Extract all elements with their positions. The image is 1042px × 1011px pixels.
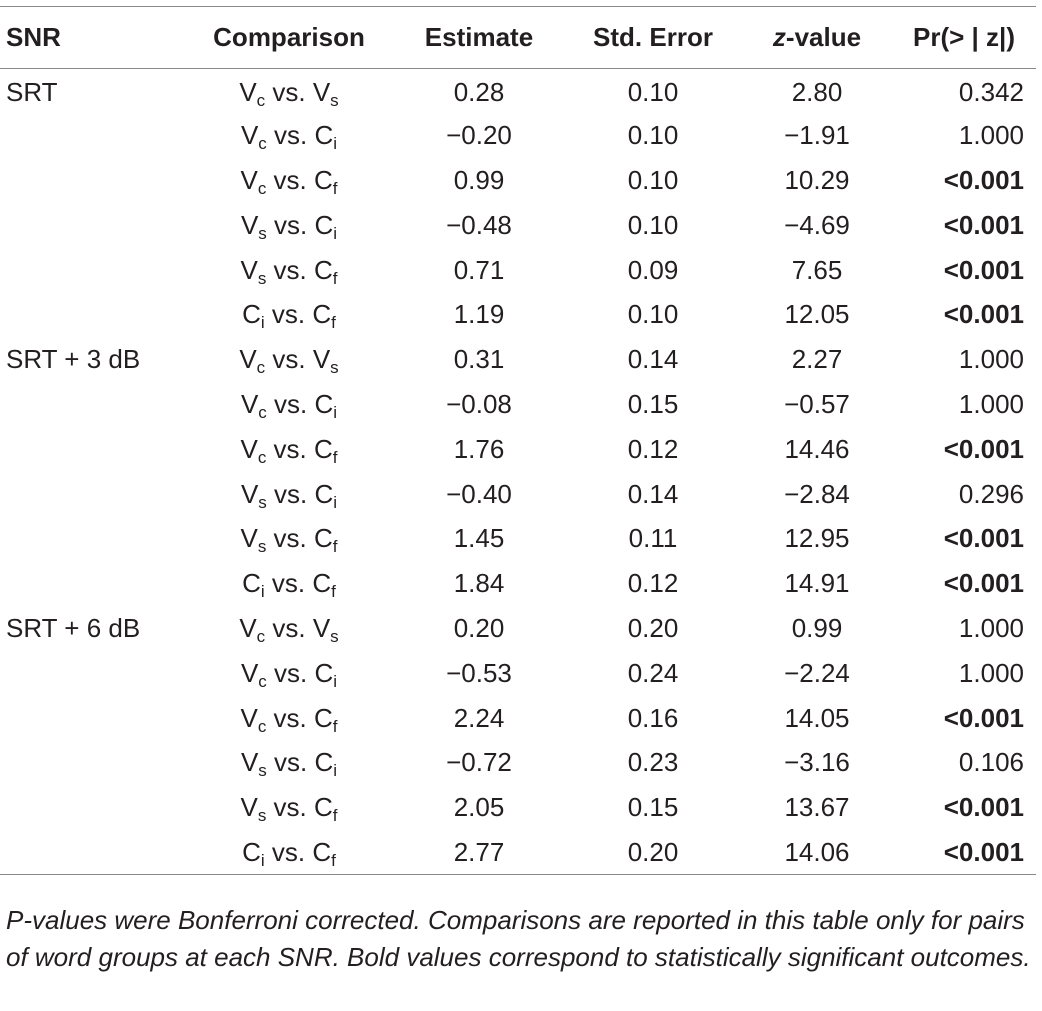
- cell-estimate: 0.71: [453, 254, 505, 285]
- cell-p-value: 1.000: [958, 388, 1024, 419]
- comparison-word-group-a: V: [240, 433, 258, 464]
- cell-snr: [0, 113, 184, 158]
- comparison-word-group-b-subscript: f: [331, 850, 336, 870]
- comparison-vs: vs.: [266, 254, 314, 285]
- cell-comparison: [184, 337, 394, 382]
- header-std-error: Std. Error: [564, 7, 742, 69]
- comparison-word-group-b: V: [312, 612, 331, 643]
- comparison-word-group-b: C: [314, 164, 333, 195]
- cell-estimate: 2.77: [453, 836, 505, 867]
- cell-comparison: [184, 427, 394, 472]
- cell-comparison: [184, 606, 394, 651]
- cell-p-value: <0.001: [943, 254, 1024, 285]
- comparison-word-group-b: C: [314, 792, 333, 823]
- comparison-word-group-b: V: [312, 344, 331, 375]
- cell-estimate: 0.99: [453, 164, 505, 195]
- cell-comparison: [184, 69, 394, 114]
- comparison-word-group-a-subscript: s: [258, 761, 267, 781]
- comparison-word-group-a-subscript: c: [258, 402, 267, 422]
- cell-std-error: 0.16: [627, 702, 679, 733]
- cell-estimate: −0.08: [446, 388, 512, 419]
- cell-std-error: 0.10: [627, 120, 679, 151]
- cell-comparison: [184, 516, 394, 561]
- header-comparison: Comparison: [184, 7, 394, 69]
- comparison-word-group-a: V: [240, 702, 258, 733]
- table-row: [0, 292, 1036, 337]
- cell-p-value: 0.342: [958, 76, 1024, 107]
- cell-std-error: 0.12: [627, 568, 679, 599]
- table-row: [0, 382, 1036, 427]
- comparison-word-group-a-subscript: c: [257, 716, 267, 736]
- comparison-word-group-a: V: [240, 254, 258, 285]
- cell-estimate: −0.72: [446, 747, 512, 778]
- comparison-vs: vs.: [264, 299, 313, 330]
- comparison-word-group-a: V: [239, 612, 257, 643]
- cell-snr: SRT + 3 dB: [6, 344, 141, 375]
- table-row: [0, 696, 1036, 741]
- cell-comparison: [184, 113, 394, 158]
- cell-z-value: 14.05: [784, 702, 850, 733]
- comparison-vs: vs.: [266, 747, 315, 778]
- cell-estimate: 1.76: [453, 433, 505, 464]
- cell-snr: [0, 740, 184, 785]
- table-row: [0, 830, 1036, 875]
- comparison-word-group-a: V: [240, 792, 258, 823]
- cell-std-error: 0.10: [627, 164, 679, 195]
- comparison-vs: vs.: [266, 702, 314, 733]
- cell-z-value: 12.05: [784, 299, 850, 330]
- cell-std-error: 0.20: [627, 612, 679, 643]
- comparison-word-group-a-subscript: c: [256, 626, 266, 646]
- cell-snr: SRT + 6 dB: [6, 612, 141, 643]
- comparison-table: [0, 6, 1036, 875]
- comparison-word-group-a: C: [242, 568, 261, 599]
- table-row: [0, 158, 1036, 203]
- cell-std-error: 0.14: [627, 478, 679, 509]
- table-row: [0, 785, 1036, 830]
- comparison-vs: vs.: [266, 478, 315, 509]
- cell-p-value: <0.001: [943, 164, 1024, 195]
- comparison-word-group-a-subscript: i: [260, 582, 265, 602]
- table-row: [0, 561, 1036, 606]
- comparison-word-group-b: C: [314, 209, 334, 240]
- comparison-vs: vs.: [266, 657, 315, 688]
- cell-estimate: 2.24: [453, 702, 505, 733]
- comparison-word-group-a: V: [239, 76, 257, 107]
- comparison-vs: vs.: [266, 209, 315, 240]
- comparison-word-group-b: C: [314, 478, 334, 509]
- table-row: [0, 651, 1036, 696]
- cell-comparison: [184, 248, 394, 293]
- cell-p-value: 0.296: [958, 478, 1024, 509]
- comparison-word-group-a-subscript: s: [258, 492, 267, 512]
- cell-estimate: −0.53: [446, 657, 512, 688]
- header-z-italic: z: [772, 22, 786, 52]
- cell-snr: [0, 158, 184, 203]
- cell-std-error: 0.14: [627, 344, 679, 375]
- cell-p-value: 1.000: [958, 120, 1024, 151]
- comparison-word-group-a-subscript: c: [256, 90, 266, 110]
- comparison-word-group-b-subscript: s: [330, 358, 339, 378]
- comparison-word-group-a: V: [240, 388, 259, 419]
- cell-z-value: 10.29: [784, 164, 850, 195]
- comparison-word-group-a-subscript: i: [260, 850, 265, 870]
- cell-comparison: [184, 651, 394, 696]
- cell-estimate: 0.31: [453, 344, 505, 375]
- cell-std-error: 0.11: [628, 523, 678, 554]
- cell-estimate: 1.19: [453, 299, 505, 330]
- cell-p-value: 1.000: [958, 344, 1024, 375]
- cell-z-value: −3.16: [784, 747, 850, 778]
- cell-estimate: −0.20: [446, 120, 512, 151]
- comparison-vs: vs.: [264, 836, 313, 867]
- cell-snr: [0, 248, 184, 293]
- cell-std-error: 0.24: [627, 657, 679, 688]
- comparison-word-group-b: C: [312, 836, 332, 867]
- comparison-word-group-b: C: [314, 657, 334, 688]
- cell-z-value: 12.95: [784, 523, 850, 554]
- cell-z-value: −2.24: [784, 657, 850, 688]
- comparison-word-group-b: C: [314, 747, 334, 778]
- comparison-word-group-b-subscript: f: [331, 313, 336, 333]
- header-p-value: Pr(> | z|): [892, 7, 1036, 69]
- comparison-word-group-b: C: [314, 702, 333, 733]
- cell-snr: SRT: [6, 76, 58, 107]
- cell-p-value: 1.000: [958, 612, 1024, 643]
- comparison-word-group-a-subscript: s: [257, 268, 267, 288]
- comparison-vs: vs.: [266, 388, 315, 419]
- cell-estimate: 0.20: [453, 612, 505, 643]
- cell-snr: [0, 830, 184, 875]
- cell-p-value: <0.001: [943, 792, 1024, 823]
- cell-z-value: 14.91: [784, 568, 850, 599]
- cell-z-value: 13.67: [784, 792, 850, 823]
- cell-estimate: 2.05: [453, 792, 505, 823]
- cell-z-value: 0.99: [791, 612, 843, 643]
- cell-p-value: <0.001: [943, 702, 1024, 733]
- comparison-word-group-a-subscript: s: [257, 806, 267, 826]
- comparison-word-group-a-subscript: c: [258, 134, 267, 154]
- cell-snr: [0, 561, 184, 606]
- cell-p-value: <0.001: [943, 299, 1024, 330]
- cell-estimate: 0.28: [453, 76, 505, 107]
- comparison-word-group-b-subscript: i: [333, 492, 338, 512]
- cell-estimate: −0.40: [446, 478, 512, 509]
- table-row: [0, 740, 1036, 785]
- cell-estimate: −0.48: [446, 209, 512, 240]
- comparison-vs: vs.: [264, 568, 313, 599]
- cell-p-value: 1.000: [958, 657, 1024, 688]
- table-row: [0, 69, 1036, 114]
- comparison-word-group-b: C: [314, 254, 333, 285]
- cell-snr: [0, 427, 184, 472]
- table-row: [0, 427, 1036, 472]
- cell-z-value: 2.80: [791, 76, 843, 107]
- comparison-vs: vs.: [265, 344, 313, 375]
- comparison-word-group-a-subscript: c: [257, 447, 267, 467]
- comparison-word-group-a: V: [240, 478, 259, 509]
- cell-p-value: <0.001: [943, 568, 1024, 599]
- comparison-word-group-a-subscript: i: [260, 313, 265, 333]
- comparison-word-group-b-subscript: i: [333, 223, 338, 243]
- comparison-word-group-a: C: [242, 299, 261, 330]
- cell-comparison: [184, 740, 394, 785]
- header-z-rest: -value: [785, 22, 862, 52]
- cell-snr: [0, 651, 184, 696]
- comparison-word-group-a: V: [239, 344, 257, 375]
- comparison-word-group-a: V: [240, 209, 259, 240]
- cell-z-value: −1.91: [784, 120, 850, 151]
- cell-estimate: 1.45: [453, 523, 505, 554]
- comparison-word-group-b: C: [314, 523, 333, 554]
- cell-z-value: 14.06: [784, 836, 850, 867]
- cell-comparison: [184, 382, 394, 427]
- comparison-word-group-a: V: [240, 523, 258, 554]
- cell-std-error: 0.15: [627, 388, 679, 419]
- cell-z-value: −4.69: [784, 209, 850, 240]
- cell-comparison: [184, 830, 394, 875]
- comparison-word-group-a-subscript: s: [257, 537, 267, 557]
- cell-snr: [0, 203, 184, 248]
- cell-p-value: <0.001: [943, 836, 1024, 867]
- cell-std-error: 0.12: [627, 433, 679, 464]
- table-footnote: P-values were Bonferroni corrected. Comparisons are reported in this table only for pairs of word groups at each SNR. Bold values correspond to statistically significant outcomes.: [6, 905, 1031, 972]
- comparison-vs: vs.: [265, 612, 313, 643]
- table-header-row: [0, 7, 1036, 69]
- cell-snr: [0, 696, 184, 741]
- comparison-word-group-a: V: [240, 747, 259, 778]
- comparison-word-group-b-subscript: s: [330, 626, 339, 646]
- cell-z-value: −0.57: [784, 388, 850, 419]
- comparison-word-group-b-subscript: s: [330, 90, 339, 110]
- comparison-vs: vs.: [266, 120, 315, 151]
- cell-z-value: −2.84: [784, 478, 850, 509]
- cell-z-value: 2.27: [791, 344, 843, 375]
- table-body: [0, 69, 1036, 875]
- header-estimate: Estimate: [394, 7, 564, 69]
- comparison-word-group-b: C: [314, 433, 333, 464]
- cell-std-error: 0.20: [627, 836, 679, 867]
- cell-std-error: 0.23: [627, 747, 679, 778]
- cell-comparison: [184, 785, 394, 830]
- table-row: [0, 248, 1036, 293]
- comparison-word-group-a-subscript: c: [257, 178, 267, 198]
- comparison-word-group-b-subscript: i: [333, 402, 338, 422]
- cell-p-value: <0.001: [943, 433, 1024, 464]
- cell-snr: [0, 292, 184, 337]
- comparison-word-group-b-subscript: i: [333, 671, 338, 691]
- cell-z-value: 7.65: [791, 254, 843, 285]
- comparison-word-group-a: V: [240, 120, 259, 151]
- table-row: [0, 113, 1036, 158]
- comparison-word-group-b-subscript: i: [333, 761, 338, 781]
- cell-comparison: [184, 472, 394, 517]
- cell-comparison: [184, 696, 394, 741]
- cell-comparison: [184, 203, 394, 248]
- cell-std-error: 0.10: [627, 76, 679, 107]
- comparison-vs: vs.: [266, 792, 314, 823]
- comparison-word-group-b-subscript: f: [332, 178, 338, 198]
- comparison-word-group-a: C: [242, 836, 261, 867]
- cell-z-value: 14.46: [784, 433, 850, 464]
- comparison-vs: vs.: [266, 164, 314, 195]
- header-snr: SNR: [0, 7, 184, 69]
- cell-snr: [0, 382, 184, 427]
- comparison-word-group-b-subscript: f: [331, 582, 336, 602]
- comparison-word-group-b-subscript: f: [332, 716, 338, 736]
- comparison-word-group-b: C: [314, 120, 334, 151]
- cell-comparison: [184, 561, 394, 606]
- comparison-word-group-b: C: [312, 299, 332, 330]
- comparison-word-group-b-subscript: f: [332, 447, 338, 467]
- comparison-word-group-a: V: [240, 164, 258, 195]
- cell-std-error: 0.09: [627, 254, 679, 285]
- table-row: [0, 472, 1036, 517]
- comparison-word-group-a: V: [240, 657, 259, 688]
- comparison-vs: vs.: [265, 76, 313, 107]
- comparison-word-group-b-subscript: i: [333, 134, 338, 154]
- comparison-word-group-b: C: [314, 388, 334, 419]
- comparison-word-group-b: V: [312, 76, 331, 107]
- table-row: [0, 337, 1036, 382]
- header-z-value: [742, 7, 892, 69]
- cell-comparison: [184, 292, 394, 337]
- table-row: [0, 516, 1036, 561]
- comparison-word-group-b-subscript: f: [332, 268, 338, 288]
- cell-std-error: 0.15: [627, 792, 679, 823]
- cell-std-error: 0.10: [627, 209, 679, 240]
- comparison-word-group-b: C: [312, 568, 332, 599]
- comparison-word-group-a-subscript: c: [256, 358, 266, 378]
- comparison-word-group-b-subscript: f: [332, 537, 338, 557]
- cell-snr: [0, 516, 184, 561]
- cell-snr: [0, 785, 184, 830]
- cell-p-value: <0.001: [943, 209, 1024, 240]
- cell-comparison: [184, 158, 394, 203]
- cell-estimate: 1.84: [453, 568, 505, 599]
- comparison-word-group-a-subscript: s: [258, 223, 267, 243]
- comparison-vs: vs.: [266, 433, 314, 464]
- cell-p-value: 0.106: [958, 747, 1024, 778]
- cell-std-error: 0.10: [627, 299, 679, 330]
- comparison-word-group-a-subscript: c: [258, 671, 267, 691]
- table-row: [0, 606, 1036, 651]
- table-row: [0, 203, 1036, 248]
- cell-snr: [0, 472, 184, 517]
- cell-p-value: <0.001: [943, 523, 1024, 554]
- comparison-word-group-b-subscript: f: [332, 806, 338, 826]
- comparison-vs: vs.: [266, 523, 314, 554]
